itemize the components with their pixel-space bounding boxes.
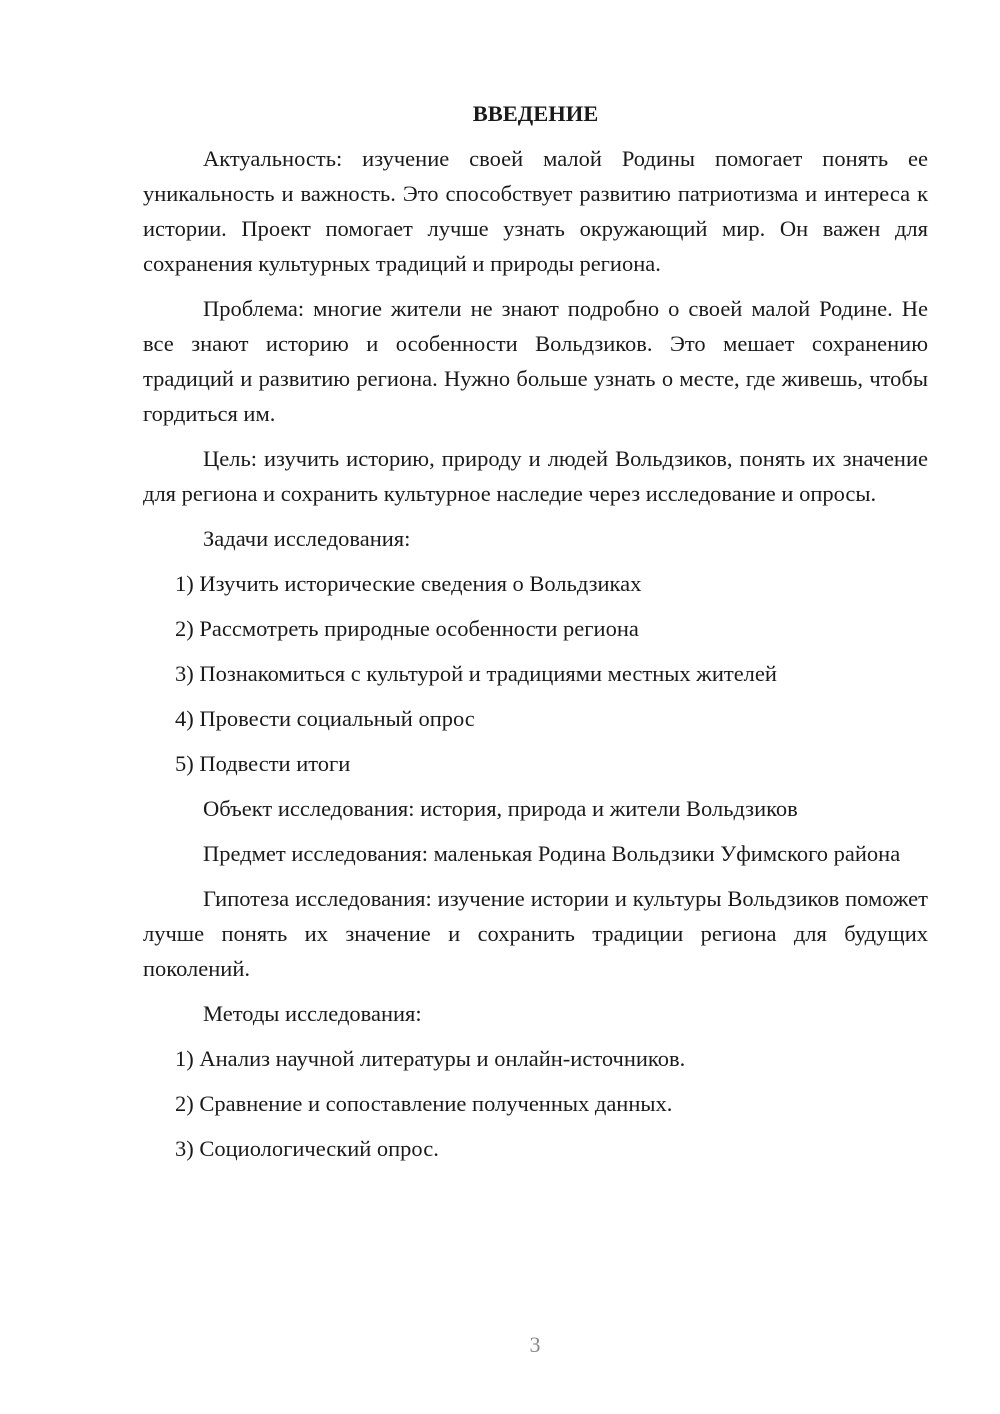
list-item: 2) Сравнение и сопоставление полученных данных. (175, 1091, 673, 1116)
goal-paragraph: Цель: изучить историю, природу и людей Вольдзиков, понять их значение для региона и сохранить культурное наследие через исследование и опросы. (143, 446, 928, 506)
document-page (143, 96, 928, 1176)
list-item: 3) Социологический опрос. (175, 1136, 439, 1161)
page-number: 3 (529, 1332, 541, 1357)
methods-label: Методы исследования: (203, 1001, 422, 1026)
problem-paragraph: Проблема: многие жители не знают подробно о своей малой Родине. Не все знают историю и особенности Вольдзиков. Это мешает сохранению традиций и развитию региона. Нужно больше узнать о месте, где живешь, чтобы гордиться им. (143, 296, 928, 426)
tasks-label: Задачи исследования: (203, 526, 411, 551)
tasks-list (143, 566, 928, 781)
hypothesis-paragraph: Гипотеза исследования: изучение истории и культуры Вольдзиков поможет лучше понять их значение и сохранить традиции региона для будущих поколений. (143, 886, 928, 981)
list-item: 3) Познакомиться с культурой и традициями местных жителей (175, 661, 777, 686)
methods-list (143, 1041, 928, 1166)
relevance-paragraph: Актуальность: изучение своей малой Родины помогает понять ее уникальность и важность. Это способствует развитию патриотизма и интереса к истории. Проект помогает лучше узнать окружающий мир. Он важен для сохранения культурных традиций и природы региона. (143, 146, 928, 276)
page-title: ВВЕДЕНИЕ (472, 101, 599, 126)
list-item: 5) Подвести итоги (175, 751, 351, 776)
list-item: 2) Рассмотреть природные особенности региона (175, 616, 639, 641)
list-item: 4) Провести социальный опрос (175, 706, 475, 731)
subject-paragraph: Предмет исследования: маленькая Родина Вольдзики Уфимского района (203, 841, 901, 866)
object-paragraph: Объект исследования: история, природа и жители Вольдзиков (203, 796, 798, 821)
list-item: 1) Изучить исторические сведения о Вольдзиках (175, 571, 642, 596)
list-item: 1) Анализ научной литературы и онлайн-источников. (175, 1046, 686, 1071)
